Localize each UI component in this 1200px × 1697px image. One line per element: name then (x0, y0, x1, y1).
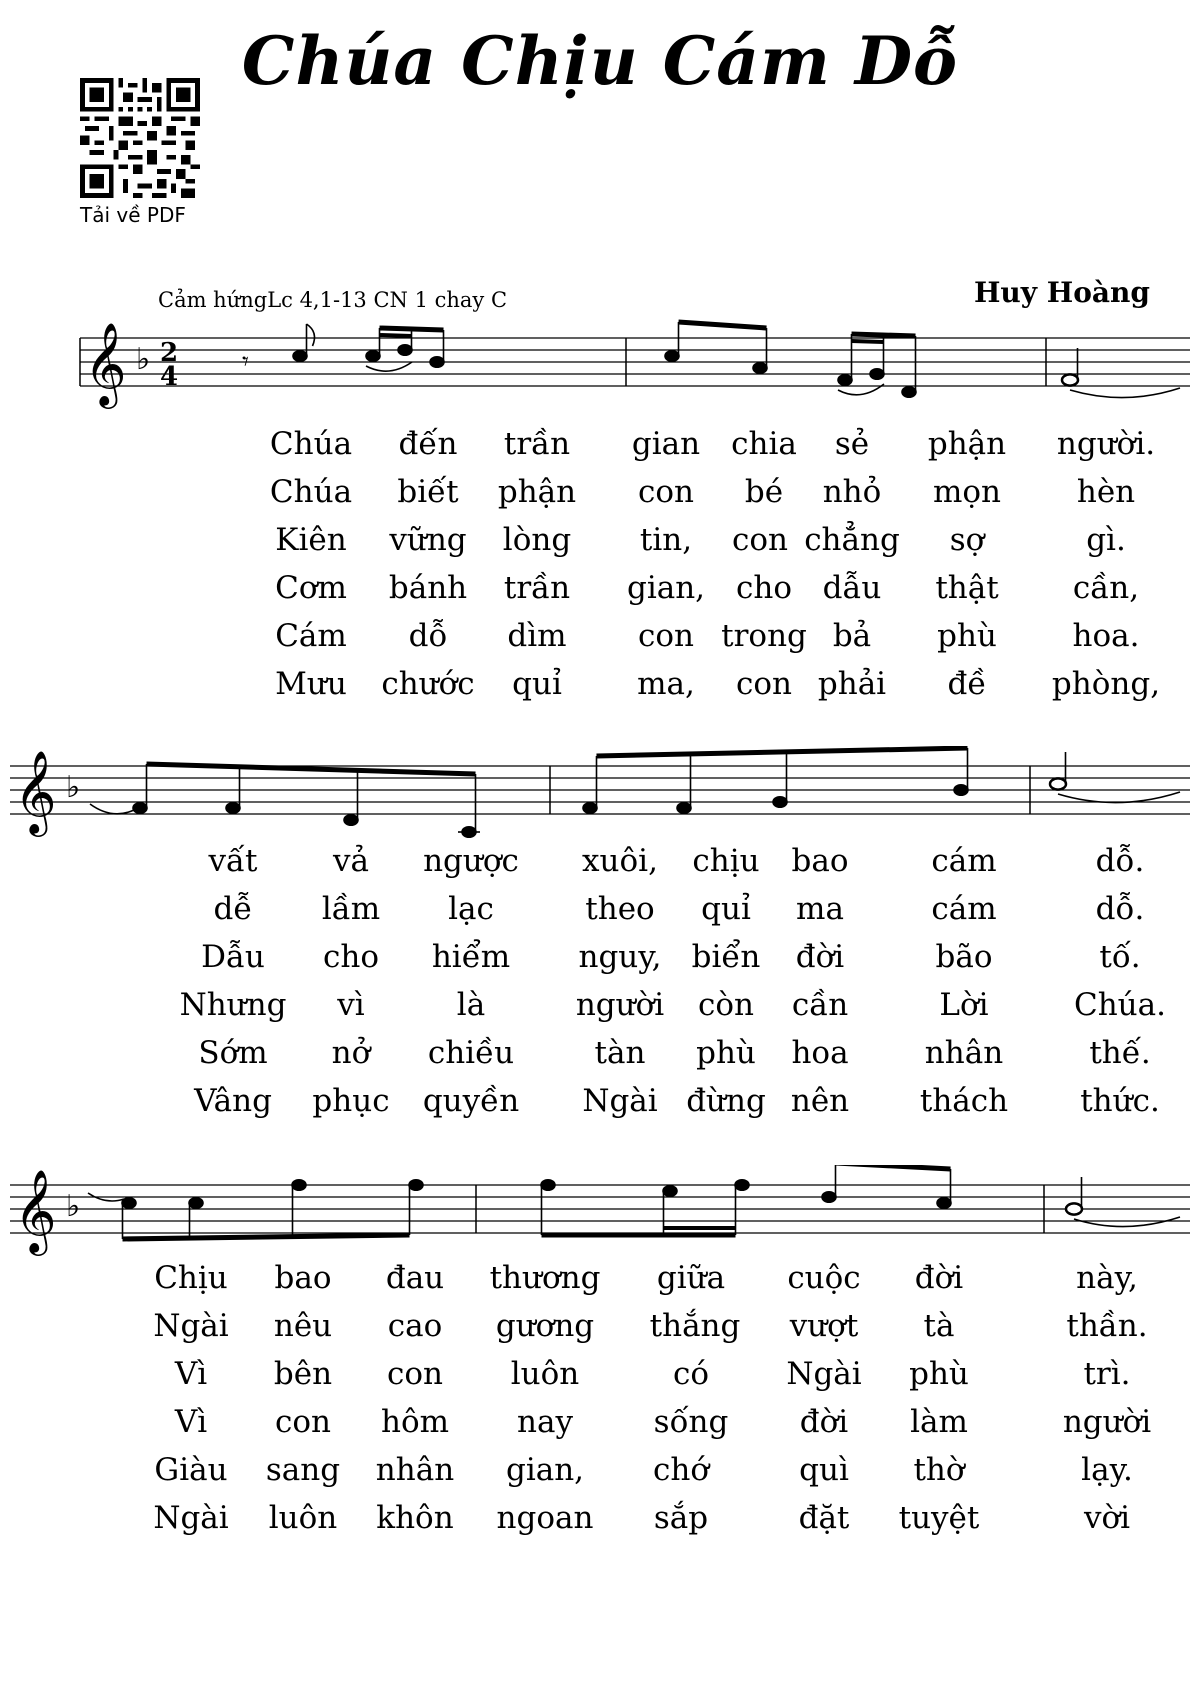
qr-code[interactable] (80, 78, 200, 198)
lyric-syllable: chịu (692, 843, 760, 879)
lyric-syllable: phận (497, 474, 577, 510)
lyric-syllable: bên (273, 1356, 333, 1392)
lyric-syllable: trong (721, 618, 807, 654)
lyric-syllable: Ngài (582, 1083, 658, 1119)
lyric-syllable: thách (919, 1083, 1009, 1119)
note-head (677, 803, 691, 813)
lyric-line (0, 1404, 1200, 1452)
lyric-syllable: nhân (375, 1452, 455, 1488)
lyric-syllable: con (732, 522, 788, 558)
lyric-syllable: nêu (273, 1308, 333, 1344)
lyric-syllable: trần (503, 570, 571, 606)
lyric-syllable: gì. (1086, 522, 1126, 558)
treble-clef-icon: 𝄞 (14, 749, 57, 833)
note-head (822, 1192, 836, 1202)
lyric-syllable: Chúa. (1074, 987, 1166, 1023)
note-head (366, 351, 380, 361)
lyric-syllable: còn (698, 987, 754, 1023)
lyric-syllable: chiều (427, 1035, 515, 1071)
lyric-syllable: quì (799, 1452, 849, 1488)
lyric-syllable: quyền (422, 1083, 520, 1119)
lyric-syllable: sống (653, 1404, 729, 1440)
lyric-syllable: dìm (507, 618, 567, 654)
lyric-syllable: gương (495, 1308, 595, 1344)
lyric-syllable: Ngài (786, 1356, 862, 1392)
lyric-syllable: con (638, 474, 694, 510)
lyric-line (0, 426, 1200, 474)
lyric-syllable: quỉ (512, 666, 562, 702)
lyric-syllable: hoa. (1072, 618, 1140, 654)
lyric-syllable: Vì (174, 1404, 208, 1440)
lyric-syllable: thật (935, 570, 999, 606)
lyric-syllable: con (638, 618, 694, 654)
lyric-line (0, 1035, 1200, 1083)
note-head (735, 1180, 749, 1190)
staff-system-1 (0, 318, 1200, 418)
lyric-syllable: đừng (686, 1083, 766, 1119)
lyric-syllable: biển (691, 939, 761, 975)
lyric-syllable: phận (927, 426, 1007, 462)
time-signature-top: 2 (160, 338, 179, 368)
lyric-syllable: cần, (1072, 570, 1140, 606)
lyric-syllable: cho (736, 570, 792, 606)
lyric-line (0, 1500, 1200, 1548)
lyric-syllable: dỗ. (1095, 843, 1145, 879)
lyric-syllable: làm (910, 1404, 968, 1440)
note-head (541, 1180, 555, 1190)
lyric-syllable: tà (923, 1308, 955, 1344)
lyric-line (0, 891, 1200, 939)
lyric-syllable: nay (517, 1404, 573, 1440)
lyric-syllable: cần (791, 987, 849, 1023)
lyric-syllable: ngoan (496, 1500, 594, 1536)
song-subtitle: Cảm hứngLc 4,1-13 CN 1 chay C (158, 288, 508, 312)
lyric-syllable: con (736, 666, 792, 702)
lyric-line (0, 843, 1200, 891)
lyric-syllable: cuộc (787, 1260, 861, 1296)
lyric-syllable: Chúa (269, 426, 353, 462)
lyric-syllable: hoa (791, 1035, 849, 1071)
lyric-syllable: là (456, 987, 486, 1023)
lyric-syllable: Nhưng (179, 987, 287, 1023)
note-head (430, 357, 444, 367)
lyric-syllable: Sớm (198, 1035, 268, 1071)
lyric-syllable: đặt (798, 1500, 850, 1536)
lyric-syllable: đời (795, 939, 845, 975)
lyric-line (0, 1452, 1200, 1500)
note-head (663, 1186, 677, 1196)
note-head (189, 1198, 203, 1208)
lyric-syllable: Ngài (153, 1500, 229, 1536)
lyric-syllable: vượt (789, 1308, 859, 1344)
time-signature-bottom: 4 (160, 362, 179, 392)
eighth-rest-icon: 𝄾 (242, 347, 249, 377)
lyric-syllable: Giàu (154, 1452, 228, 1488)
lyric-syllable: chớ (653, 1452, 709, 1488)
lyric-syllable: ma, (637, 666, 695, 702)
lyric-syllable: dẫu (822, 570, 882, 606)
lyric-syllable: vì (337, 987, 365, 1023)
lyric-syllable: nở (331, 1035, 371, 1071)
lyric-syllable: phù (937, 618, 997, 654)
note-head (753, 363, 767, 373)
lyric-syllable: phải (817, 666, 887, 702)
note-head (293, 351, 307, 361)
staff-system-3 (0, 1165, 1200, 1265)
lyric-syllable: tuyệt (898, 1500, 980, 1536)
note-head (226, 803, 240, 813)
lyric-syllable: đời (914, 1260, 964, 1296)
lyric-line (0, 939, 1200, 987)
lyric-syllable: hèn (1076, 474, 1136, 510)
lyric-syllable: tàn (594, 1035, 646, 1071)
lyric-syllable: bé (744, 474, 784, 510)
lyric-syllable: vả (333, 843, 369, 879)
lyric-syllable: người. (1056, 426, 1156, 462)
note-head (954, 785, 968, 795)
note-head (292, 1180, 306, 1190)
staff-system-2 (0, 746, 1200, 846)
lyric-syllable: theo (585, 891, 655, 927)
lyric-syllable: phục (312, 1083, 390, 1119)
flat-key-signature-icon: ♭ (66, 1189, 81, 1224)
lyric-syllable: này, (1076, 1260, 1138, 1296)
half-note-head (1062, 374, 1078, 385)
lyric-syllable: Dẫu (201, 939, 265, 975)
lyric-syllable: Chịu (154, 1260, 228, 1296)
lyric-syllable: nhân (924, 1035, 1004, 1071)
lyric-syllable: đến (398, 426, 458, 462)
lyric-syllable: chẳng (804, 522, 900, 558)
lyric-syllable: vất (208, 843, 258, 879)
lyric-syllable: phòng, (1051, 666, 1161, 702)
lyric-syllable: thờ (913, 1452, 965, 1488)
song-title: Chúa Chịu Cám Dỗ (241, 22, 959, 100)
lyric-syllable: gian (631, 426, 701, 462)
lyric-line (0, 1308, 1200, 1356)
lyric-syllable: bánh (388, 570, 468, 606)
lyric-line (0, 1260, 1200, 1308)
lyric-syllable: tin, (639, 522, 693, 558)
lyric-syllable: giữa (656, 1260, 726, 1296)
lyric-syllable: hiểm (431, 939, 511, 975)
lyric-syllable: gian, (626, 570, 706, 606)
half-note-head (1050, 778, 1066, 789)
lyric-syllable: tố. (1099, 939, 1141, 975)
lyric-syllable: Lời (939, 987, 989, 1023)
lyric-syllable: thương (489, 1260, 601, 1296)
lyric-syllable: nên (790, 1083, 850, 1119)
lyric-syllable: trì. (1083, 1356, 1131, 1392)
lyric-syllable: dỗ (408, 618, 448, 654)
lyric-syllable: xuôi, (582, 843, 658, 879)
lyric-syllable: ma (796, 891, 844, 927)
lyric-syllable: vời (1083, 1500, 1131, 1536)
lyric-syllable: hôm (380, 1404, 450, 1440)
flat-key-signature-icon: ♭ (136, 342, 151, 377)
lyric-syllable: thức. (1080, 1083, 1160, 1119)
lyric-syllable: cám (931, 891, 997, 927)
lyric-syllable: phù (696, 1035, 756, 1071)
lyric-syllable: Cơm (275, 570, 347, 606)
lyric-syllable: sắp (653, 1500, 709, 1536)
note-head (133, 803, 147, 813)
note-head (937, 1198, 951, 1208)
lyric-syllable: quỉ (701, 891, 751, 927)
lyric-syllable: vững (389, 522, 467, 558)
lyric-syllable: gian, (505, 1452, 585, 1488)
note-head (838, 375, 852, 385)
lyric-syllable: con (275, 1404, 331, 1440)
download-pdf-caption[interactable]: Tải về PDF (80, 203, 186, 227)
lyric-line (0, 1356, 1200, 1404)
lyric-syllable: chia (731, 426, 797, 462)
note-head (665, 351, 679, 361)
lyric-syllable: Cám (275, 618, 347, 654)
treble-clef-icon: 𝄞 (84, 321, 127, 405)
lyric-syllable: biết (397, 474, 459, 510)
lyric-syllable: Chúa (269, 474, 353, 510)
lyric-syllable: bão (935, 939, 993, 975)
note-head (398, 345, 412, 355)
lyric-syllable: lạc (448, 891, 494, 927)
lyric-syllable: có (672, 1356, 710, 1392)
lyric-syllable: nguy, (578, 939, 662, 975)
lyric-line (0, 618, 1200, 666)
lyric-syllable: Ngài (153, 1308, 229, 1344)
note-head (870, 369, 884, 379)
lyric-syllable: sẻ (834, 426, 870, 462)
lyric-syllable: đau (385, 1260, 445, 1296)
treble-clef-icon: 𝄞 (14, 1168, 57, 1252)
lyric-syllable: ngược (423, 843, 519, 879)
note-head (409, 1180, 423, 1190)
lyric-syllable: bả (832, 618, 872, 654)
note-head (344, 815, 358, 825)
lyric-syllable: dễ (213, 891, 253, 927)
lyric-syllable: phù (909, 1356, 969, 1392)
lyric-line (0, 1083, 1200, 1131)
lyric-line (0, 474, 1200, 522)
lyric-syllable: người (575, 987, 665, 1023)
lyric-syllable: lòng (502, 522, 572, 558)
lyric-syllable: Mưu (275, 666, 347, 702)
lyric-syllable: Vâng (194, 1083, 272, 1119)
lyric-syllable: người (1062, 1404, 1152, 1440)
lyric-line (0, 666, 1200, 714)
lyric-syllable: lầm (321, 891, 381, 927)
lyric-syllable: đời (799, 1404, 849, 1440)
lyric-syllable: nhỏ (822, 474, 882, 510)
lyric-syllable: trần (503, 426, 571, 462)
flat-key-signature-icon: ♭ (66, 770, 81, 805)
lyric-syllable: dỗ. (1095, 891, 1145, 927)
lyric-line (0, 987, 1200, 1035)
lyric-syllable: cám (931, 843, 997, 879)
lyric-syllable: bao (791, 843, 849, 879)
lyric-syllable: bao (274, 1260, 332, 1296)
lyric-syllable: chước (381, 666, 475, 702)
lyric-syllable: luôn (268, 1500, 338, 1536)
lyric-syllable: đề (947, 666, 987, 702)
note-head (583, 803, 597, 813)
lyric-syllable: thắng (649, 1308, 741, 1344)
half-note-head (1066, 1203, 1082, 1214)
lyric-syllable: mọn (932, 474, 1002, 510)
lyric-line (0, 522, 1200, 570)
lyric-syllable: thần. (1066, 1308, 1148, 1344)
lyric-syllable: cao (387, 1308, 443, 1344)
lyric-syllable: luôn (510, 1356, 580, 1392)
lyric-syllable: con (387, 1356, 443, 1392)
lyric-syllable: khôn (376, 1500, 454, 1536)
note-head (773, 797, 787, 807)
lyric-syllable: thế. (1089, 1035, 1151, 1071)
note-head (902, 387, 916, 397)
lyric-syllable: sang (265, 1452, 341, 1488)
lyric-line (0, 570, 1200, 618)
lyric-syllable: Vì (174, 1356, 208, 1392)
lyric-syllable: cho (323, 939, 379, 975)
lyric-syllable: sợ (949, 522, 985, 558)
lyric-syllable: lạy. (1081, 1452, 1133, 1488)
composer-name: Huy Hoàng (973, 276, 1150, 309)
lyric-syllable: Kiên (275, 522, 347, 558)
